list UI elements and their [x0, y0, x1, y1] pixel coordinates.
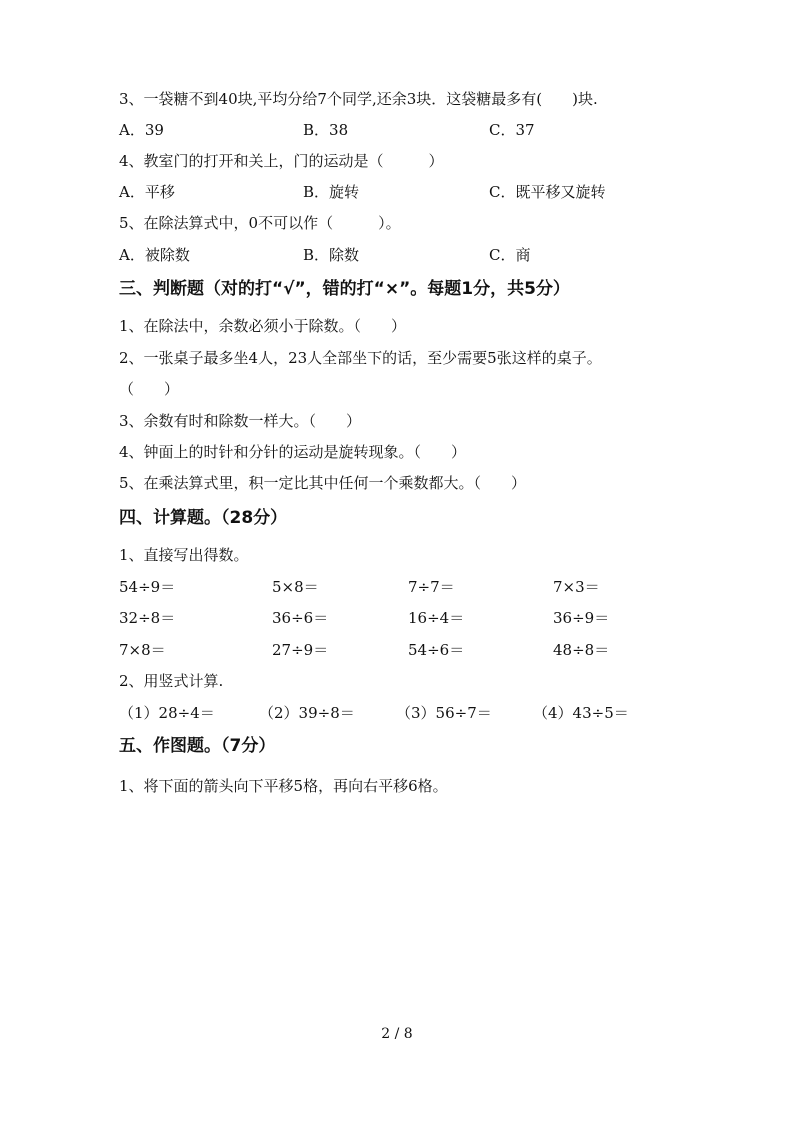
- drawing-q1: 1、将下面的箭头向下平移5格，再向右平移6格。: [119, 777, 448, 795]
- judge-item-1: 1、在除法中，余数必须小于除数。（ ）: [119, 317, 407, 335]
- calc-item: 54÷9＝: [119, 578, 176, 596]
- question-5: 5、在除法算式中，0不可以作（ ）。: [119, 214, 401, 232]
- option-b: B．旋转: [303, 183, 360, 201]
- option-c: C．商: [489, 246, 531, 264]
- option-a: A．39: [119, 121, 164, 139]
- judge-item-5: 5、在乘法算式里，积一定比其中任何一个乘数都大。（ ）: [119, 474, 527, 492]
- calc-item: 7÷7＝: [408, 578, 455, 596]
- page-number: 2 / 8: [381, 1026, 413, 1042]
- section-3-heading: 三、判断题（对的打“√”，错的打“×”。每题1分，共5分）: [119, 279, 570, 299]
- vertical-calc-item: （3）56÷7＝: [396, 704, 492, 722]
- vertical-calc-item: （1）28÷4＝: [119, 704, 215, 722]
- calc-item: 27÷9＝: [272, 641, 329, 659]
- calc-item: 16÷4＝: [408, 609, 465, 627]
- calc-item: 7×3＝: [553, 578, 600, 596]
- judge-item-2-bracket: （ ）: [119, 380, 180, 398]
- calc-item: 36÷9＝: [553, 609, 610, 627]
- option-a: A．被除数: [119, 246, 190, 264]
- section-5-heading: 五、作图题。（7分）: [119, 736, 276, 756]
- option-b: B．38: [303, 121, 349, 139]
- judge-item-2: 2、一张桌子最多坐4人，23人全部坐下的话，至少需要5张这样的桌子。: [119, 349, 602, 367]
- calc-item: 36÷6＝: [272, 609, 329, 627]
- calc-item: 54÷6＝: [408, 641, 465, 659]
- judge-item-4: 4、钟面上的时针和分针的运动是旋转现象。（ ）: [119, 443, 467, 461]
- option-c: C．既平移又旋转: [489, 183, 606, 201]
- vertical-calc-item: （2）39÷8＝: [259, 704, 355, 722]
- question-3: 3、一袋糖不到40块,平均分给7个同学,还余3块．这袋糖最多有( )块.: [119, 90, 598, 108]
- calc-item: 7×8＝: [119, 641, 166, 659]
- vertical-calc-item: （4）43÷5＝: [533, 704, 629, 722]
- question-4: 4、教室门的打开和关上，门的运动是（ ）: [119, 152, 444, 170]
- calc-q1-title: 1、直接写出得数。: [119, 546, 249, 564]
- calc-item: 5×8＝: [272, 578, 319, 596]
- option-b: B．除数: [303, 246, 360, 264]
- calc-item: 32÷8＝: [119, 609, 176, 627]
- judge-item-3: 3、余数有时和除数一样大。（ ）: [119, 412, 362, 430]
- section-4-heading: 四、计算题。（28分）: [119, 508, 288, 528]
- calc-q2-title: 2、用竖式计算.: [119, 672, 224, 690]
- option-a: A．平移: [119, 183, 175, 201]
- option-c: C．37: [489, 121, 535, 139]
- calc-item: 48÷8＝: [553, 641, 610, 659]
